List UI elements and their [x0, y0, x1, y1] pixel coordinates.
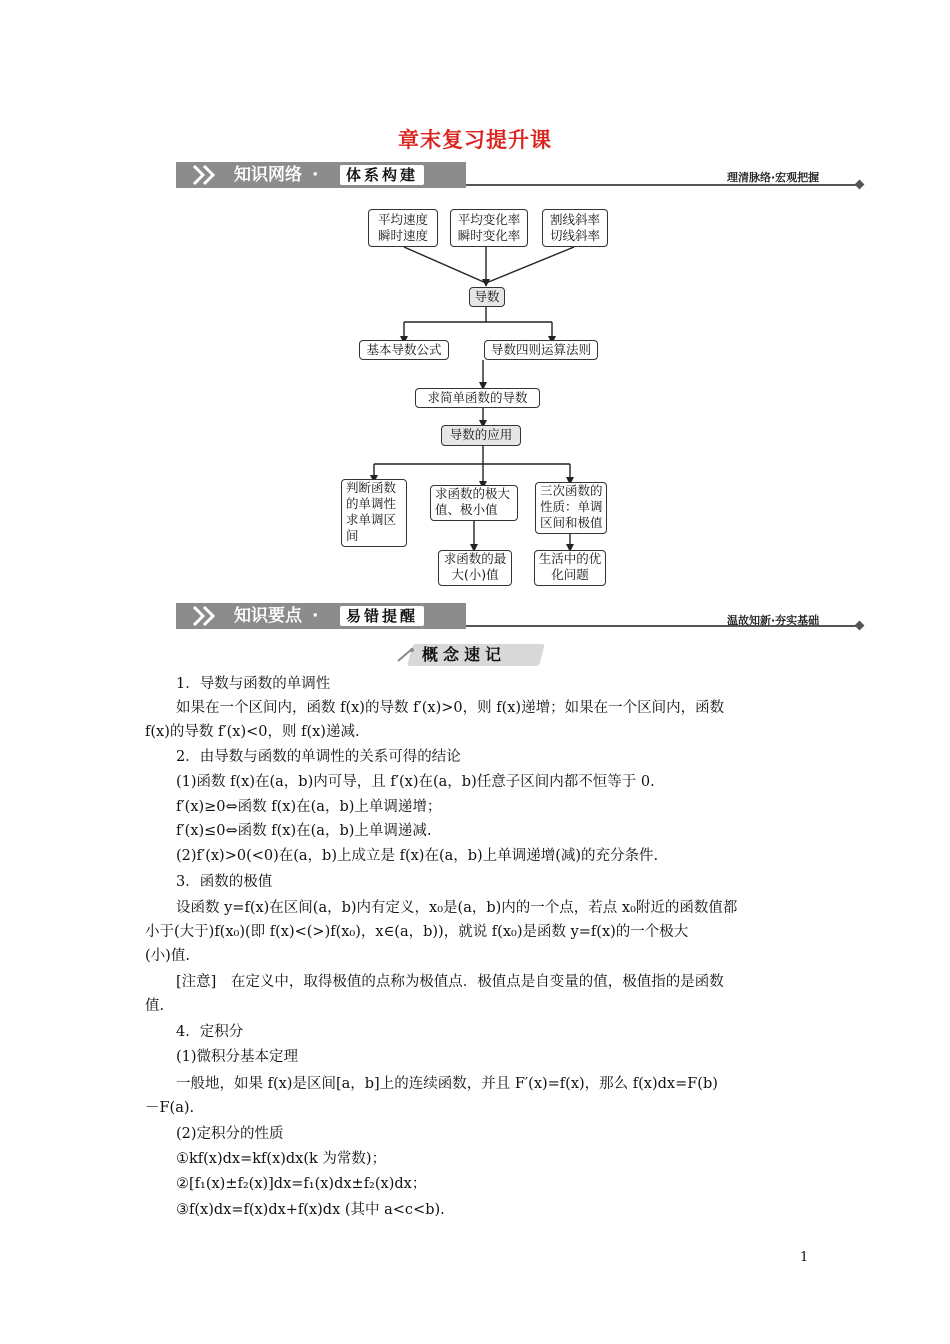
node-speed	[368, 209, 438, 247]
node-basic-formulas: 基本导数公式	[359, 340, 449, 360]
node-text: 瞬时变化率	[457, 228, 521, 243]
node-text: 区间和极值	[540, 515, 603, 530]
node-slope	[542, 209, 608, 247]
node-text: 生活中的优	[538, 551, 602, 566]
body-line: (1)微积分基本定理	[176, 1049, 299, 1065]
node-text: 平均变化率	[457, 212, 521, 227]
section-subtitle: 理清脉络·宏观把握	[727, 171, 820, 184]
body-line: f′(x)≤0⇔函数 f(x)在(a，b)上单调递减.	[176, 823, 432, 839]
body-line: (小)值.	[145, 948, 190, 964]
node-monotonicity	[341, 479, 407, 547]
node-optimization	[534, 550, 606, 586]
heading-definite-integral: 4．定积分	[176, 1024, 244, 1040]
node-max-min	[438, 550, 512, 586]
body-line: (2)定积分的性质	[176, 1126, 284, 1142]
node-rate-of-change	[450, 209, 528, 247]
heading-extrema: 3．函数的极值	[176, 874, 273, 890]
body-line: －F(a).	[145, 1100, 195, 1116]
section-tag: 体系构建	[340, 165, 424, 185]
section-banner-key-points	[176, 603, 466, 629]
pen-icon	[396, 647, 416, 663]
node-text: 间	[346, 528, 359, 543]
node-applications: 导数的应用	[441, 425, 521, 446]
note-line: [注意] 在定义中，取得极值的点称为极值点．极值点是自变量的值，极值指的是函数	[176, 974, 724, 990]
node-text: 切线斜率	[549, 228, 600, 243]
body-line: 设函数 y=f(x)在区间(a，b)内有定义，x₀是(a，b)内的一个点，若点 x₀附近的函数值都	[176, 900, 738, 916]
node-text: 判断函数	[346, 480, 397, 495]
body-line: f′(x)≥0⇔函数 f(x)在(a，b)上单调递增；	[176, 799, 442, 815]
node-extrema	[430, 485, 518, 521]
node-arithmetic-rules: 导数四则运算法则	[484, 340, 598, 360]
node-simple-derivatives: 求简单函数的导数	[415, 388, 540, 408]
node-text: 性质：单调	[540, 499, 603, 514]
body-line: f(x)的导数 f′(x)<0，则 f(x)递减.	[145, 724, 360, 740]
node-text: 瞬时速度	[377, 228, 428, 243]
double-chevron-icon	[192, 605, 228, 627]
diamond-icon	[855, 621, 865, 631]
node-text: 的单调性	[346, 496, 397, 511]
section-label: 知识要点	[234, 606, 302, 626]
node-text: 求函数的最	[443, 551, 507, 566]
body-line: (2)f′(x)>0(<0)在(a，b)上成立是 f(x)在(a，b)上单调递增(减)的充分条件.	[176, 848, 659, 864]
node-text: 化问题	[551, 567, 589, 582]
body-line: 如果在一个区间内，函数 f(x)的导数 f′(x)>0，则 f(x)递增；如果在一个区间内，函数	[176, 700, 725, 716]
heading-monotonicity: 1．导数与函数的单调性	[176, 676, 331, 692]
subheading-text: 概念速记	[422, 645, 507, 664]
section-tag: 易错提醒	[340, 606, 424, 626]
body-line: (1)函数 f(x)在(a，b)内可导，且 f′(x)在(a，b)任意子区间内都不恒等于 0.	[176, 774, 655, 790]
section-dot: ·	[312, 165, 319, 185]
body-line: 小于(大于)f(x₀)(即 f(x)<(>)f(x₀)，x∈(a，b))，就说 f(x₀)是函数 y=f(x)的一个极大	[145, 924, 689, 940]
node-text: 求单调区	[346, 512, 397, 527]
node-cubic-functions	[535, 482, 607, 534]
subheading-concepts	[396, 644, 548, 668]
page-title: 章末复习提升课	[398, 127, 552, 152]
note-line: 值.	[145, 998, 165, 1014]
body-line: ②[f₁(x)±f₂(x)]dx=f₁(x)dx±f₂(x)dx；	[176, 1176, 427, 1192]
section-subtitle: 温故知新·夯实基础	[727, 614, 820, 627]
node-text: 值、极小值	[435, 502, 498, 517]
body-line: ③f(x)dx=f(x)dx+f(x)dx (其中 a<c<b).	[176, 1202, 445, 1218]
section-dot: ·	[312, 606, 319, 626]
node-text: 平均速度	[377, 212, 428, 227]
node-derivative: 导数	[469, 287, 505, 307]
section-label: 知识网络	[234, 165, 302, 185]
heading-conclusions: 2．由导数与函数的单调性的关系可得的结论	[176, 749, 461, 765]
body-line: ①kf(x)dx=kf(x)dx(k 为常数)；	[176, 1151, 387, 1167]
node-text: 割线斜率	[549, 212, 600, 227]
page-number: 1	[800, 1250, 809, 1265]
node-text: 三次函数的	[540, 483, 603, 498]
node-text: 求函数的极大	[435, 486, 511, 501]
body-line: 一般地，如果 f(x)是区间[a，b]上的连续函数，并且 F′(x)=f(x)，那么 f(x)dx=F(b)	[176, 1076, 718, 1092]
node-text: 大(小)值	[451, 567, 499, 582]
